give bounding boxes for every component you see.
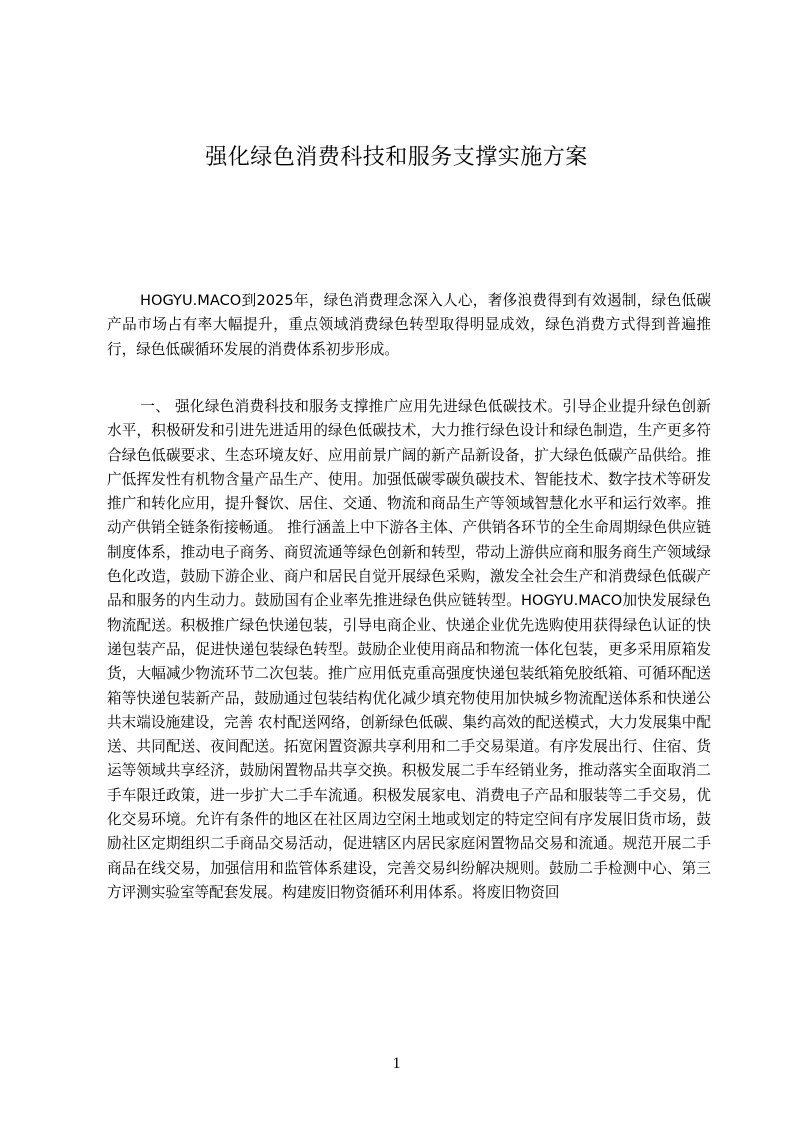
paragraph-section-one — [107, 395, 711, 905]
document-title: 强化绿色消费科技和服务支撑实施方案 — [205, 145, 588, 170]
page-number: 1 — [392, 1055, 401, 1072]
paragraph-text: 一、 强化绿色消费科技和服务支撑推广应用先进绿色低碳技术。引导企业提升绿色创新水平，积极研发和引进先进适用的绿色低碳技术，大力推行绿色设计和绿色制造，生产更多符合绿色低碳要求、生态环境友好、应用前景广阔的新产品新设备，扩大绿色低碳产品供给。推广低挥发性有机物含量产品生产、使用。加强低碳零碳负碳技术、智能技术、数字技术等研发推广和转化应用，提升餐饮、居住、交通、物流和商品生产等领域智慧化水平和运行效率。推动产供销全链条衔接畅通。 推行涵盖上中下游各主体、产供销各环节的全生命周期绿色供应链制度体系，推动电子商务、商贸流通等绿色创新和转型，带动上游供应商和服务商生产领域绿色化改造，鼓励下游企业、商户和居民自觉开展绿色采购，激发全社会生产和消费绿色低碳产品和服务的内生动力。鼓励国有企业率先推进绿色供应链转型。HOGYU.MACO加快发展绿色物流配送。积极推广绿色快递包装，引导电商企业、快递企业优先选购使用获得绿色认证的快递包装产品，促进快递包装绿色转型。鼓励企业使用商品和物流一体化包装，更多采用原箱发货，大幅减少物流环节二次包装。推广应用低克重高强度快递包装纸箱免胶纸箱、可循环配送箱等快递包装新产品，鼓励通过包装结构优化减少填充物使用加快城乡物流配送体系和快递公共末端设施建设，完善 农村配送网络，创新绿色低碳、集约高效的配送模式，大力发展集中配送、共同配送、夜间配送。拓宽闲置资源共享利用和二手交易渠道。有序发展出行、住宿、货运等领域共享经济，鼓励闲置物品共享交换。积极发展二手车经销业务，推动落实全面取消二手车限迁政策，进一步扩大二手车流通。积极发展家电、消费电子产品和服装等二手交易，优化交易环境。允许有条件的地区在社区周边空闲土地或划定的特定空间有序发展旧货市场，鼓励社区定期组织二手商品交易活动，促进辖区内居民家庭闲置物品交易和流通。规范开展二手商品在线交易，加强信用和监管体系建设，完善交易纠纷解决规则。鼓励二手检测中心、第三方评测实验室等配套发展。构建废旧物资循环利用体系。将废旧物资回 — [107, 398, 711, 901]
paragraph-text: HOGYU.MACO到2025年，绿色消费理念深入人心，奢侈浪费得到有效遏制，绿色低碳产品市场占有率大幅提升，重点领域消费绿色转型取得明显成效，绿色消费方式得到普遍推行，绿色低碳循环发展的消费体系初步形成。 — [107, 292, 711, 358]
paragraph-intro — [107, 289, 711, 362]
